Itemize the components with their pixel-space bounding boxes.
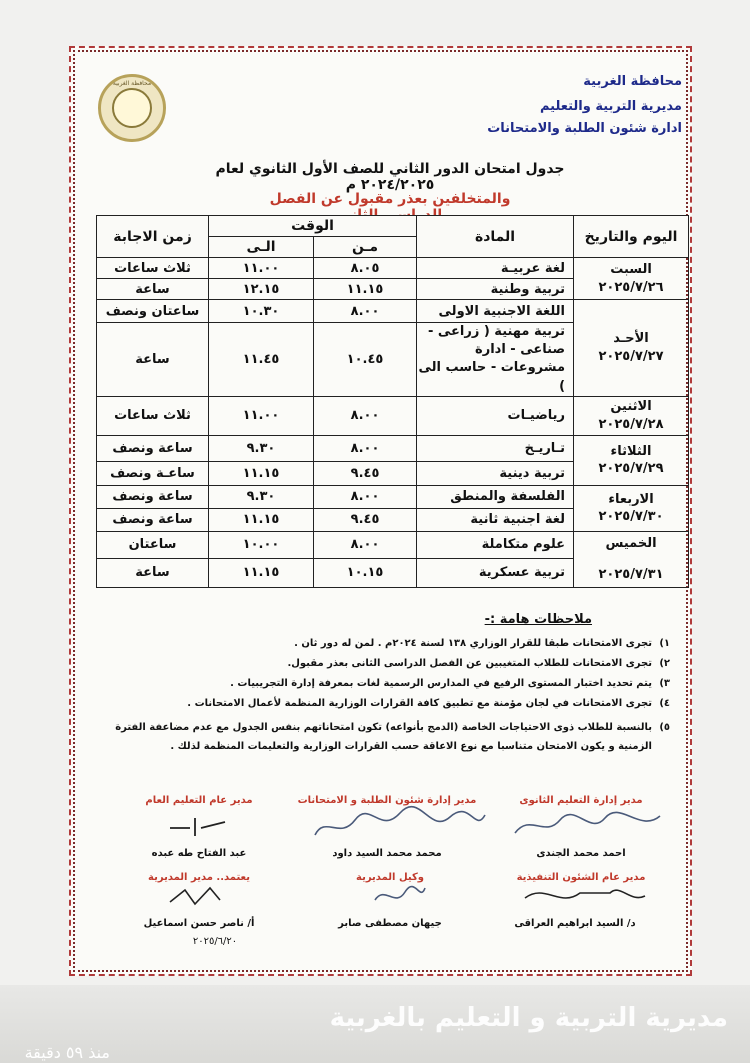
signatory-name: محمد محمد السيد داود <box>332 848 442 859</box>
from-cell: ١٠.٤٥ <box>314 323 417 397</box>
to-cell: ١١.١٥ <box>209 461 314 485</box>
watermark-caption: مديرية التربية و التعليم بالغربية <box>329 1003 728 1033</box>
signatory-name: جيهان مصطفى صابر <box>338 918 442 929</box>
to-cell: ١٢.١٥ <box>209 279 314 300</box>
from-cell: ٩.٤٥ <box>314 508 417 531</box>
signatory-title: مدير عام التعليم العام <box>145 795 253 806</box>
signatory-title: مدير إدارة التعليم الثانوى <box>519 795 643 806</box>
signature-scribble <box>510 808 670 843</box>
signature-scribble <box>520 878 650 913</box>
table-row <box>97 258 689 279</box>
day-cell: الثلاثاء ٢٠٢٥/٧/٢٩ <box>574 435 689 485</box>
subject-cell: رياضيـات <box>417 396 574 435</box>
duration-cell: ثلاث ساعات <box>97 258 209 279</box>
signatory-title: مدير إدارة شئون الطلبة و الامتحانات <box>297 795 477 806</box>
list-item: ٣) يتم تحديد اختبار المستوى الرفيع في المدارس الرسمية لغات بمعرفة إدارة التجريبيات . <box>230 678 670 689</box>
duration-cell: ساعـة ونصف <box>97 461 209 485</box>
header-time: الوقت <box>209 216 417 237</box>
header-from: مـن <box>314 237 417 258</box>
to-cell: ٩.٣٠ <box>209 435 314 461</box>
signatory-name: د/ السيد ابراهيم العراقى <box>514 918 636 929</box>
signature-scribble <box>165 880 225 910</box>
from-cell: ٨.٠٥ <box>314 258 417 279</box>
from-cell: ٨.٠٠ <box>314 485 417 508</box>
subject-cell: لغة اجنبية ثانية <box>417 508 574 531</box>
header-day-date: اليوم والتاريخ <box>574 216 689 258</box>
header-governorate: محافظة الغربية <box>583 74 682 89</box>
header-department: ادارة شئون الطلبة والامتحانات <box>487 121 682 136</box>
subject-cell: الفلسفة والمنطق <box>417 485 574 508</box>
list-item: ٥) بالنسبة للطلاب ذوى الاحتياجات الخاصة (الدمج بأنواعه) تكون امتحاناتهم بنفس الجدول مع عدم مضاعفة الفترة الزمنية و يكون الامتحان متناسبا مع نوع الاعاقة حسب القرارات الوزارية والتعليمات المنظمة لذلك . <box>115 722 670 752</box>
to-cell: ١١.١٥ <box>209 508 314 531</box>
table-row <box>97 300 689 323</box>
header-to: الـى <box>209 237 314 258</box>
notes-list <box>80 638 670 765</box>
to-cell: ١١.٠٠ <box>209 396 314 435</box>
subject-cell: تربية مهنية ( زراعى - صناعى - ادارة مشروعات - حاسب الى ) <box>417 323 574 397</box>
duration-cell: ساعتان <box>97 531 209 558</box>
header-subject: المادة <box>417 216 574 258</box>
handwritten-code: ٢٠٢٥/٦/٢٠ <box>192 936 238 947</box>
post-time: منذ ٥٩ دقيقة <box>24 1043 110 1062</box>
subject-cell: تـاريـخ <box>417 435 574 461</box>
duration-cell: ساعة ونصف <box>97 508 209 531</box>
subject-cell: تربية عسكرية <box>417 558 574 587</box>
exam-schedule-table <box>96 215 689 588</box>
to-cell: ١٠.٠٠ <box>209 531 314 558</box>
day-cell: الأحـد ٢٠٢٥/٧/٢٧ <box>574 300 689 397</box>
table-row <box>97 435 689 461</box>
table-row <box>97 485 689 508</box>
duration-cell: ساعة <box>97 558 209 587</box>
day-cell: الاثنين ٢٠٢٥/٧/٢٨ <box>574 396 689 435</box>
signatory-title: يعتمد.. مدير المديرية <box>148 872 250 883</box>
list-item: ٤) تجرى الامتحانات في لجان مؤمنة مع تطبيق كافة القرارات الوزارية المنظمة لأعمال الامتحانات . <box>187 698 670 709</box>
list-item: ٢) تجرى الامتحانات للطلاب المتغيبين عن الفصل الدراسى الثانى بعذر مقبول. <box>287 658 670 669</box>
from-cell: ١١.١٥ <box>314 279 417 300</box>
from-cell: ٩.٤٥ <box>314 461 417 485</box>
day-cell: الخميس ٢٠٢٥/٧/٣١ <box>574 531 689 587</box>
from-cell: ٨.٠٠ <box>314 435 417 461</box>
from-cell: ٨.٠٠ <box>314 300 417 323</box>
to-cell: ١١.٤٥ <box>209 323 314 397</box>
day-cell: السبت ٢٠٢٥/٧/٢٦ <box>574 258 689 300</box>
duration-cell: ساعتان ونصف <box>97 300 209 323</box>
from-cell: ١٠.١٥ <box>314 558 417 587</box>
subject-cell: تربية دينية <box>417 461 574 485</box>
seal-emblem-icon <box>112 88 152 128</box>
signatory-name: أ/ ناصر حسن اسماعيل <box>143 918 255 929</box>
from-cell: ٨.٠٠ <box>314 531 417 558</box>
to-cell: ١١.١٥ <box>209 558 314 587</box>
subject-cell: لغة عربيـة <box>417 258 574 279</box>
table-row <box>97 396 689 435</box>
seal-text: محافظة الغربية <box>112 80 152 87</box>
to-cell: ١١.٠٠ <box>209 258 314 279</box>
list-item: ١) تجرى الامتحانات طبقا للقرار الوزاري ١٣٨ لسنة ٢٠٢٤م . لمن له دور ثان . <box>294 638 670 649</box>
header-directorate: مديرية التربية والتعليم <box>539 99 682 114</box>
governorate-seal-logo <box>98 74 166 142</box>
signatory-name: احمد محمد الجندى <box>536 848 626 859</box>
day-cell: الاربعاء ٢٠٢٥/٧/٣٠ <box>574 485 689 531</box>
signatory-title: مدير عام الشئون التنفيذية <box>516 872 646 883</box>
document-title: جدول امتحان الدور الثاني للصف الأول الثانوي لعام ٢٠٢٤/٢٠٢٥ م <box>215 161 565 193</box>
table-row <box>97 531 689 558</box>
duration-cell: ثلاث ساعات <box>97 396 209 435</box>
subject-cell: علوم متكاملة <box>417 531 574 558</box>
signature-scribble <box>370 880 430 910</box>
subject-cell: اللغة الاجنبية الاولى <box>417 300 574 323</box>
to-cell: ٩.٣٠ <box>209 485 314 508</box>
signature-scribble <box>165 810 235 840</box>
signatory-title: وكيل المديرية <box>356 872 424 883</box>
duration-cell: ساعة <box>97 323 209 397</box>
from-cell: ٨.٠٠ <box>314 396 417 435</box>
duration-cell: ساعة ونصف <box>97 435 209 461</box>
subject-cell: تربية وطنية <box>417 279 574 300</box>
duration-cell: ساعة ونصف <box>97 485 209 508</box>
to-cell: ١٠.٣٠ <box>209 300 314 323</box>
signature-scribble <box>310 805 490 845</box>
notes-title: ملاحظات هامة :- <box>484 612 592 627</box>
header-duration: زمن الاجابة <box>97 216 209 258</box>
signatory-name: عبد الفتاح طه عبده <box>151 848 247 859</box>
duration-cell: ساعة <box>97 279 209 300</box>
document-subtitle: والمتخلفين بعذر مقبول عن الفصل <box>269 191 511 207</box>
